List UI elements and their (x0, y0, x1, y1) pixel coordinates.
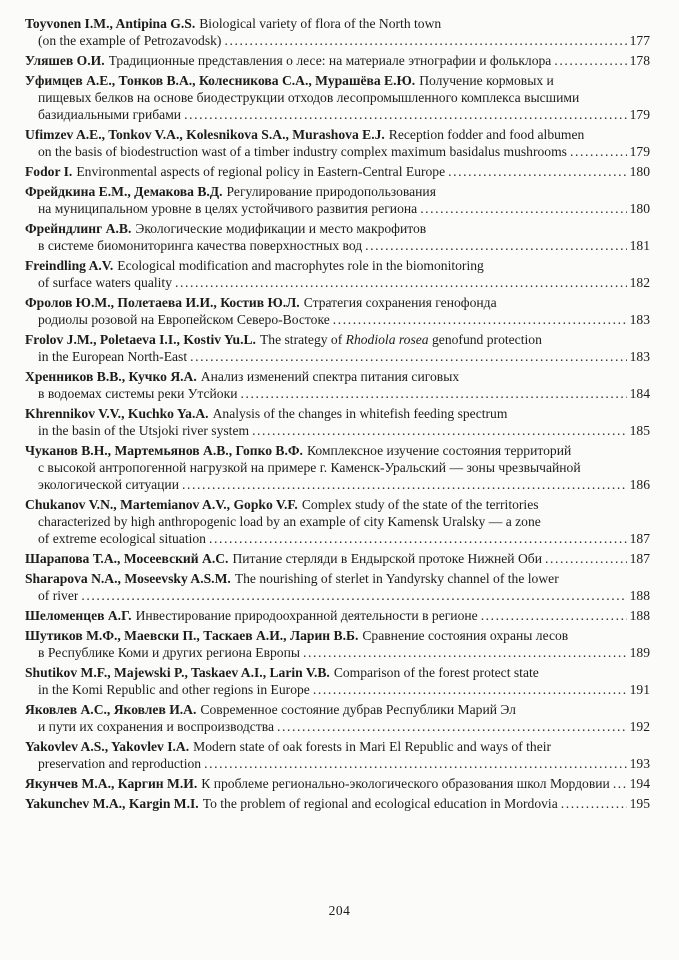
entry-title: Комплексное изучение состояния территорий (306, 443, 572, 458)
toc-entry (25, 664, 650, 698)
entry-title: Сравнение состояния охраны лесов (362, 628, 569, 643)
entry-page-number: 187 (629, 551, 650, 566)
entry-authors: Хренников В.В., Кучко Я.А. (25, 369, 197, 384)
toc-line (25, 385, 650, 402)
toc-line (25, 106, 650, 123)
toc-line (25, 274, 650, 291)
toc-line (25, 459, 650, 476)
entry-title: Reception fodder and food albumen (388, 127, 585, 142)
entry-title: To the problem of regional and ecological education in Mordovia (202, 796, 558, 811)
entry-page-number: 189 (629, 645, 650, 660)
toc-entry (25, 15, 650, 49)
dot-leader (420, 200, 626, 217)
toc-line (25, 422, 650, 439)
entry-page-number: 195 (629, 796, 650, 811)
toc-line (25, 405, 650, 422)
toc-entry (25, 795, 650, 812)
entry-page-number: 181 (629, 238, 650, 253)
toc-entry (25, 257, 650, 291)
dot-leader (190, 348, 627, 365)
toc-line (25, 348, 650, 365)
entry-title: Регулирование природопользования (226, 184, 436, 199)
toc-line (25, 442, 650, 459)
entry-title-continuation: in the basin of the Utsjoki river system (38, 423, 250, 438)
toc-line (25, 257, 650, 274)
dot-leader (545, 550, 627, 567)
toc-line (25, 311, 650, 328)
toc-line (25, 755, 650, 772)
entry-authors: Freindling A.V. (25, 258, 114, 273)
entry-title: Стратегия сохранения генофонда (303, 295, 497, 310)
entry-title-continuation: (on the example of Petrozavodsk) (38, 33, 222, 48)
entry-authors: Уфимцев А.Е., Тонков В.А., Колесникова С.А., Мурашёва Е.Ю. (25, 73, 416, 88)
entry-page-number: 178 (629, 53, 650, 68)
entry-page-number: 177 (629, 33, 650, 48)
toc-line (25, 587, 650, 604)
dot-leader (554, 52, 626, 69)
entry-title-continuation: на муниципальном уровне в целях устойчивого развития региона (38, 201, 418, 216)
toc-line (25, 200, 650, 217)
entry-authors: Шеломенцев А.Г. (25, 608, 132, 623)
entry-authors: Khrennikov V.V., Kuchko Ya.A. (25, 406, 209, 421)
toc-line (25, 32, 650, 49)
toc-entry (25, 52, 650, 69)
entry-title: Инвестирование природоохранной деятельности в регионе (135, 608, 478, 623)
entry-page-number: 188 (629, 608, 650, 623)
entry-authors: Шутиков М.Ф., Маевски П., Таскаев А.И., Ларин В.Б. (25, 628, 359, 643)
toc-line (25, 664, 650, 681)
toc-line (25, 681, 650, 698)
dot-leader (313, 681, 627, 698)
entry-title: Питание стерляди в Ендырской протоке Нижней Оби (232, 551, 542, 566)
toc-entry (25, 220, 650, 254)
toc-line (25, 126, 650, 143)
toc-line (25, 570, 650, 587)
entry-title: The nourishing of sterlet in Yandyrsky channel of the lower (234, 571, 559, 586)
toc-line (25, 89, 650, 106)
entry-authors: Шарапова Т.А., Мосеевский А.С. (25, 551, 229, 566)
toc-entry (25, 183, 650, 217)
dot-leader (175, 274, 627, 291)
entry-authors: Toyvonen I.M., Antipina G.S. (25, 16, 196, 31)
toc-entry (25, 775, 650, 792)
toc-line (25, 143, 650, 160)
entry-page-number: 184 (629, 386, 650, 401)
toc-line (25, 513, 650, 530)
entry-title: Complex study of the state of the territories (301, 497, 539, 512)
entry-title: Экологические модификации и место макрофитов (135, 221, 427, 236)
dot-leader (224, 32, 626, 49)
dot-leader (303, 644, 627, 661)
toc-line (25, 183, 650, 200)
entry-authors: Яковлев А.С., Яковлев И.А. (25, 702, 197, 717)
toc-entry (25, 126, 650, 160)
toc-line (25, 550, 650, 567)
toc-entry (25, 570, 650, 604)
entry-title: Анализ изменений спектра питания сиговых (200, 369, 460, 384)
toc-line (25, 607, 650, 624)
toc-line (25, 294, 650, 311)
entry-authors: Чуканов В.Н., Мартемьянов А.В., Гопко В.Ф. (25, 443, 303, 458)
entry-title-continuation: of extreme ecological situation (38, 531, 206, 546)
entry-page-number: 179 (629, 144, 650, 159)
toc-entry (25, 72, 650, 123)
toc-line (25, 368, 650, 385)
entry-title-continuation: preservation and reproduction (38, 756, 202, 771)
toc-line (25, 496, 650, 513)
toc-entry (25, 550, 650, 567)
entry-title-continuation: и пути их сохранения и воспроизводства (38, 719, 275, 734)
entry-page-number: 186 (629, 477, 650, 492)
dot-leader (561, 795, 627, 812)
dot-leader (182, 476, 627, 493)
entry-title: Ecological modification and macrophytes role in the biomonitoring (117, 258, 484, 273)
entry-title-continuation: of river (38, 588, 79, 603)
entry-authors: Fodor I. (25, 164, 73, 179)
entry-page-number: 191 (629, 682, 650, 697)
entry-title-continuation: экологической ситуации (38, 477, 179, 492)
entry-title: Modern state of oak forests in Mari El Republic and ways of their (193, 739, 552, 754)
entry-page-number: 180 (629, 164, 650, 179)
toc-line (25, 738, 650, 755)
toc-line (25, 718, 650, 735)
toc-line (25, 701, 650, 718)
entry-authors: Yakunchev M.A., Kargin M.I. (25, 796, 199, 811)
toc-entry (25, 442, 650, 493)
toc-line (25, 530, 650, 547)
toc-entry (25, 294, 650, 328)
entry-title: Environmental aspects of regional policy in Eastern-Central Europe (76, 164, 446, 179)
entry-title: Традиционные представления о лесе: на материале этнографии и фольклора (108, 53, 552, 68)
entry-page-number: 179 (629, 107, 650, 122)
toc-line (25, 52, 650, 69)
dot-leader (448, 163, 626, 180)
entry-page-number: 185 (629, 423, 650, 438)
entry-title: Biological variety of flora of the North town (199, 16, 442, 31)
toc-entry (25, 331, 650, 365)
entry-title-continuation: of surface waters quality (38, 275, 172, 290)
dot-leader (570, 143, 627, 160)
entry-authors: Фрейндлинг А.В. (25, 221, 132, 236)
entry-title-continuation: родиолы розовой на Европейском Северо-Востоке (38, 312, 330, 327)
entry-title-continuation: с высокой антропогенной нагрузкой на примере г. Каменск-Уральский — зоны чрезвычайной (38, 460, 581, 475)
toc-line (25, 644, 650, 661)
entry-title: Comparison of the forest protect state (333, 665, 539, 680)
entry-authors: Sharapova N.A., Moseevsky A.S.M. (25, 571, 231, 586)
entry-title-continuation: базидиальными грибами (38, 107, 182, 122)
entry-title: К проблеме регионально-экологического образования школ Мордовии (201, 776, 610, 791)
entry-authors: Yakovlev A.S., Yakovlev I.A. (25, 739, 190, 754)
entry-page-number: 182 (629, 275, 650, 290)
entry-authors: Уляшев О.И. (25, 53, 105, 68)
toc-entry (25, 607, 650, 624)
toc-line (25, 220, 650, 237)
entry-title: Получение кормовых и (419, 73, 554, 88)
entry-page-number: 183 (629, 349, 650, 364)
entry-title: The strategy of Rhodiola rosea genofund protection (259, 332, 542, 347)
toc-line (25, 795, 650, 812)
toc-entry (25, 627, 650, 661)
dot-leader (613, 775, 627, 792)
entry-page-number: 183 (629, 312, 650, 327)
toc-line (25, 163, 650, 180)
page-number-footer: 204 (328, 903, 351, 918)
entry-title-continuation: in the Komi Republic and other regions in Europe (38, 682, 310, 697)
toc-line (25, 331, 650, 348)
toc-line (25, 775, 650, 792)
entry-title-continuation: в водоемах системы реки Утсйоки (38, 386, 238, 401)
entry-page-number: 188 (629, 588, 650, 603)
toc-line (25, 627, 650, 644)
entry-page-number: 180 (629, 201, 650, 216)
entry-title-continuation: characterized by high anthropogenic load by an example of city Kamensk Uralsky — a zone (38, 514, 541, 529)
entry-authors: Ufimzev A.E., Tonkov V.A., Kolesnikova S.A., Murashova E.J. (25, 127, 385, 142)
dot-leader (209, 530, 627, 547)
entry-authors: Фрейдкина Е.М., Демакова В.Д. (25, 184, 223, 199)
entry-page-number: 193 (629, 756, 650, 771)
entry-authors: Фролов Ю.М., Полетаева И.И., Костив Ю.Л. (25, 295, 300, 310)
toc-entry (25, 701, 650, 735)
entry-authors: Chukanov V.N., Martemianov A.V., Gopko V.F. (25, 497, 298, 512)
toc-entry (25, 405, 650, 439)
toc-list (25, 15, 650, 812)
toc-entry (25, 738, 650, 772)
dot-leader (277, 718, 627, 735)
dot-leader (481, 607, 627, 624)
entry-title: Analysis of the changes in whitefish feeding spectrum (212, 406, 508, 421)
toc-line (25, 237, 650, 254)
toc-line (25, 15, 650, 32)
toc-line (25, 72, 650, 89)
toc-entry (25, 163, 650, 180)
entry-page-number: 194 (629, 776, 650, 791)
entry-page-number: 192 (629, 719, 650, 734)
dot-leader (252, 422, 627, 439)
dot-leader (240, 385, 626, 402)
dot-leader (333, 311, 627, 328)
toc-entry (25, 368, 650, 402)
entry-title-continuation: on the basis of biodestruction wast of a timber industry complex maximum basidalus mushrooms (38, 144, 567, 159)
entry-title: Современное состояние дубрав Республики Марий Эл (200, 702, 516, 717)
dot-leader (184, 106, 627, 123)
entry-title-continuation: in the European North-East (38, 349, 188, 364)
dot-leader (81, 587, 626, 604)
entry-title-continuation: в системе биомониторинга качества поверхностных вод (38, 238, 363, 253)
entry-title-continuation: пищевых белков на основе биодеструкции отходов лесопромышленного комплекса высшими (38, 90, 580, 105)
toc-line (25, 476, 650, 493)
toc-entry (25, 496, 650, 547)
entry-authors: Frolov J.M., Poletaeva I.I., Kostiv Yu.L. (25, 332, 256, 347)
entry-authors: Якунчев М.А., Каргин М.И. (25, 776, 198, 791)
entry-page-number: 187 (629, 531, 650, 546)
entry-authors: Shutikov M.F., Majewski P., Taskaev A.I., Larin V.B. (25, 665, 330, 680)
dot-leader (204, 755, 627, 772)
entry-title-continuation: в Республике Коми и других региона Европы (38, 645, 300, 660)
dot-leader (365, 237, 626, 254)
